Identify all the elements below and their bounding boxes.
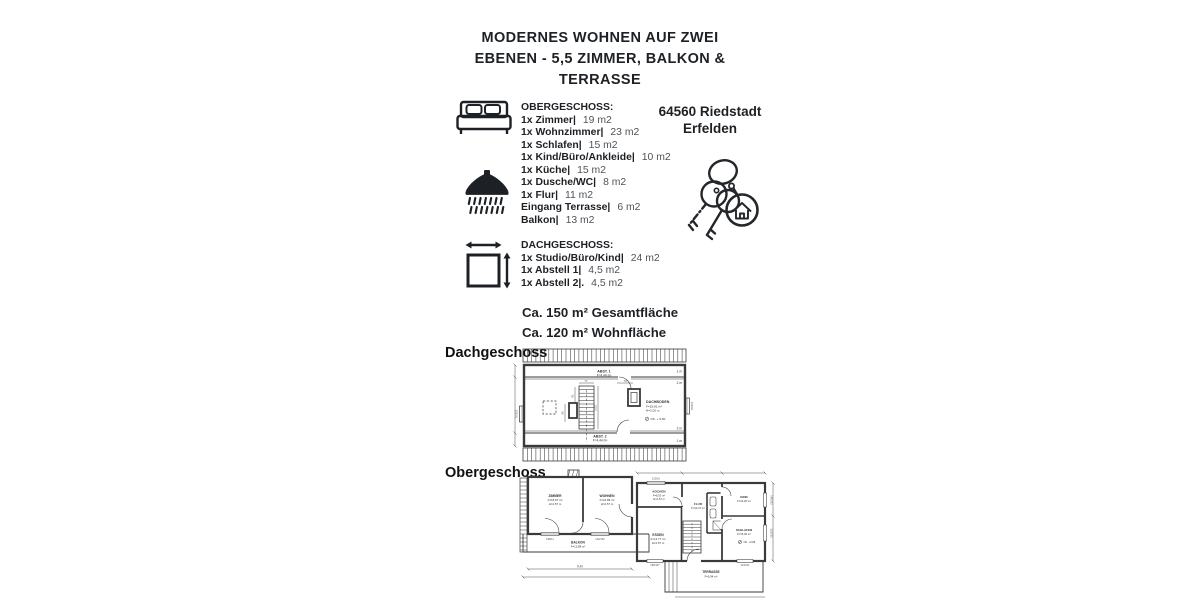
window-tag-3: 100/10: [652, 477, 660, 481]
room-list-item: 1x Flur| 11 m2: [521, 189, 594, 201]
wc-fixture: [710, 497, 716, 506]
window-tag-4: 149/132: [769, 495, 773, 505]
window-tag-2: 149/132: [595, 537, 605, 541]
room-area-terrasse: F=5,94 m²: [704, 574, 718, 579]
room-height-kochen: H=2,57 m: [653, 498, 665, 501]
room-label-kind: KIND: [740, 495, 748, 499]
level-label-schlafen: OK. +2,85: [743, 541, 756, 544]
window-tag-left: 76/102: [514, 409, 519, 419]
upper-plan-labels: [546, 477, 773, 579]
room-label-terrasse: TERRASSE: [702, 570, 720, 574]
window-tag-right: 78/102: [690, 401, 694, 411]
room-area-flur: F=10,47 m²: [691, 506, 705, 510]
window-tag-5: 113/132: [769, 528, 773, 538]
total-area: Ca. 150 m² Gesamtfläche: [522, 305, 679, 320]
room-label-abst2: ABST. 2: [593, 434, 607, 439]
room-list-item: 1x Zimmer| 19 m2: [521, 114, 612, 126]
room-label-abst1: ABST. 1: [597, 369, 611, 374]
window-tag-1: 188/11: [546, 537, 554, 541]
dim-81: 81: [570, 394, 575, 398]
room-list-item: Eingang Terrasse| 6 m2: [521, 202, 641, 214]
room-area-balkon: F=12,88 m²: [570, 544, 586, 549]
room-list-item: 1x Abstell 2|. 4,5 m2: [521, 277, 623, 289]
room-list-item: 1x Wohnzimmer| 23 m2: [521, 127, 640, 139]
page-title: [430, 28, 770, 91]
plan-label-dachgeschoss: Dachgeschoss: [445, 345, 548, 361]
height-line-top-1m: 1 m: [676, 369, 682, 374]
room-list-item: 1x Schlafen| 15 m2: [521, 139, 618, 151]
area-totals: [522, 303, 678, 342]
chimney-center: [628, 389, 640, 406]
room-area-kind: F=10,26 m²: [737, 499, 751, 503]
room-label-schlafen: SCHLAFEN: [735, 528, 753, 532]
room-area-schlafen: F=15,36 m²: [737, 532, 751, 536]
room-label-dachboden: DACHBODEN: [646, 400, 670, 404]
window-tag-7: 113/121: [740, 564, 750, 567]
living-area: Ca. 120 m² Wohnfläche: [522, 324, 667, 340]
shower-icon: [462, 170, 512, 215]
room-label-balkon: BALKON: [571, 540, 585, 545]
title-line-1: MODERNES WOHNEN AUF ZWEI: [481, 30, 719, 46]
room-label-zimmer: ZIMMER: [548, 494, 562, 498]
room-height-dachboden: H=2,02 m: [646, 408, 660, 413]
plan-label-obergeschoss: Obergeschoss: [445, 465, 546, 481]
floor-plan-dachgeschoss: [505, 346, 710, 464]
left-wing-walls: [528, 477, 632, 534]
wc-fixture: [710, 509, 716, 518]
room-label-flur: FLUR: [694, 502, 702, 506]
house-keys-icon: [676, 155, 764, 251]
bed-icon: [455, 100, 513, 136]
floor-plan-obergeschoss: [515, 459, 785, 600]
address: [648, 103, 772, 137]
room-list-item: 1x Kind/Büro/Ankleide| 10 m2: [521, 152, 671, 164]
room-height-essen: H=2,57 m: [651, 540, 665, 545]
room-list-dachgeschoss: [521, 240, 660, 290]
balcony-outline: [523, 534, 649, 552]
room-list-item: 1x Studio/Büro/Kind| 24 m2: [521, 252, 660, 264]
water-drops: [469, 198, 504, 213]
level-label: OK. + 5,60: [650, 417, 666, 421]
dim-203: 2,03: [593, 405, 598, 411]
door-arc-bottom: [617, 420, 629, 432]
room-label-essen: ESSEN: [652, 533, 664, 537]
list-heading-obergeschoss: OBERGESCHOSS:: [521, 102, 614, 113]
dim-940: 9,40: [576, 564, 584, 569]
room-area-abst1: F=4,44 m²: [596, 373, 612, 378]
dim-95: 95: [560, 411, 565, 415]
room-list-item: 1x Dusche/WC| 8 m2: [521, 177, 627, 189]
dim-77: 77: [584, 379, 588, 383]
room-area-essen: F=14,77 m²: [650, 537, 666, 541]
height-line-bottom-2m: 2 m: [676, 426, 682, 431]
height-line-top-2m: 2 m: [676, 381, 682, 385]
dim-73: 73: [623, 379, 627, 383]
room-area-abst2: F=4,44 m²: [592, 438, 608, 443]
dashed-opening: [543, 401, 556, 414]
room-list-item: 1x Abstell 1| 4,5 m2: [521, 265, 621, 277]
room-rows-dachgeschoss: [521, 253, 660, 291]
hatch-band-left: [520, 478, 527, 552]
room-list-item: 1x Küche| 15 m2: [521, 164, 606, 176]
room-height-wohnen: H=2,57 m: [600, 501, 614, 506]
room-area-kochen: F=8,53 m²: [652, 494, 666, 498]
room-label-wohnen: WOHNEN: [599, 494, 615, 498]
room-label-kochen: KOCHEN: [652, 489, 666, 494]
list-heading-dachgeschoss: DACHGESCHOSS:: [521, 240, 614, 251]
address-line-1: 64560 Riedstadt: [658, 104, 762, 119]
room-area-wohnen: F=22,89 m²: [599, 498, 615, 502]
chimney-left: [569, 403, 577, 418]
room-list-item: Balkon| 13 m2: [521, 214, 595, 226]
room-area-dachboden: F=23,81 m²: [646, 404, 662, 409]
dimensions-icon: [465, 239, 513, 293]
address-line-2: Erfelden: [682, 121, 737, 136]
attic-plan-labels: [515, 370, 695, 444]
window-tag-6: 158/107: [650, 564, 660, 567]
title-line-2: EBENEN - 5,5 ZIMMER, BALKON &: [474, 51, 726, 67]
height-line-bottom-1m: 1 m: [676, 439, 682, 443]
title-line-3: TERRASSE: [558, 72, 642, 88]
room-area-zimmer: F=18,97 m²: [547, 498, 563, 502]
room-height-zimmer: H=2,57 m: [548, 501, 562, 506]
